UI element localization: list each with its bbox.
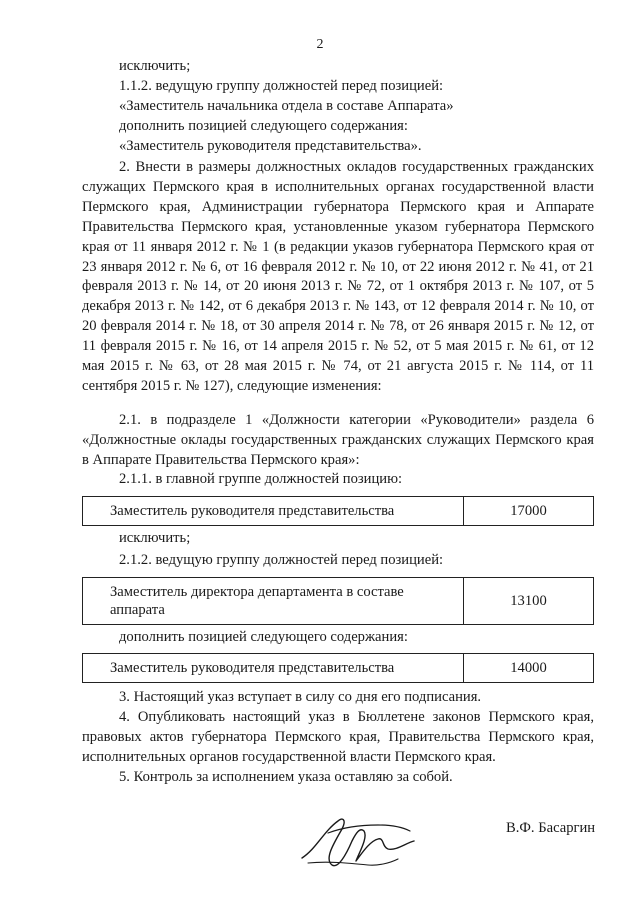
text-line: 1.1.2. ведущую группу должностей перед позицией: <box>119 77 444 94</box>
salary-cell: 17000 <box>464 497 594 526</box>
table-row <box>83 578 594 625</box>
exclude-line: исключить; <box>119 530 191 546</box>
line-2-1-2: 2.1.2. ведущую группу должностей перед позицией: <box>119 552 444 568</box>
salary-cell: 13100 <box>464 578 594 625</box>
text-line: «Заместитель начальника отдела в составе Аппарата» <box>119 97 454 114</box>
table-row <box>83 654 594 683</box>
position-cell: Заместитель директора департамента в составе аппарата <box>83 578 464 625</box>
line-2-1-1: 2.1.1. в главной группе должностей позицию: <box>119 471 403 487</box>
paragraph-5: 5. Контроль за исполнением указа оставляю за собой. <box>119 768 453 785</box>
signer-name: В.Ф. Басаргин <box>506 820 596 836</box>
top-amendment-lines <box>82 57 594 157</box>
salary-table-1 <box>82 496 594 526</box>
page-number: 2 <box>316 37 324 52</box>
text-line: исключить; <box>119 58 191 74</box>
signature-image <box>298 803 418 873</box>
text-line: «Заместитель руководителя представительства». <box>119 137 422 154</box>
text-line: дополнить позицией следующего содержания: <box>119 117 408 134</box>
salary-cell: 14000 <box>464 654 594 683</box>
final-paragraphs <box>82 688 594 788</box>
paragraph-4: 4. Опубликовать настоящий указ в Бюллетене законов Пермского края, правовых актов губернатора Пермского края, Правительства Пермского края, исполнительных органов государственной власти Пермского края. <box>82 708 594 765</box>
paragraph-2: 2. Внести в размеры должностных окладов государственных гражданских служащих Пермского края в исполнительных органах государственной власти Пермского края, Администрации губернатора Пермского края и Аппарате Правительства Пермского края, установленные указом губернатора Пермского края от 11 января 2012 г. № 1 (в редакции указов губернатора Пермского края от 23 января 2012 г. № 6, от 16 февраля 2012 г. № 10, от 22 июня 2012 г. № 41, от 21 февраля 2013 г. № 14, от 20 июня 2013 г. № 72, от 1 октября 2013 г. № 107, от 5 декабря 2013 г. № 142, от 6 декабря 2013 г. № 143, от 12 февраля 2014 г. № 10, от 20 февраля 2014 г. № 18, от 30 апреля 2014 г. № 78, от 26 января 2015 г. № 12, от 11 февраля 2015 г. № 16, от 14 апреля 2015 г. № 52, от 5 мая 2015 г. № 61, от 12 мая 2015 г. № 63, от 28 мая 2015 г. № 74, от 21 августа 2015 г. № 114, от 11 сентября 2015 г. № 127), следующие изменения: <box>82 159 594 394</box>
paragraph-3: 3. Настоящий указ вступает в силу со дня его подписания. <box>119 689 482 705</box>
salary-table-2 <box>82 577 594 625</box>
position-cell: Заместитель руководителя представительства <box>83 497 464 526</box>
position-cell: Заместитель руководителя представительства <box>83 654 464 683</box>
supplement-line: дополнить позицией следующего содержания: <box>119 629 408 645</box>
paragraph-2-1: 2.1. в подразделе 1 «Должности категории «Руководители» раздела 6 «Должностные оклады государственных гражданских служащих Пермского края в Аппарате Правительства Пермского края»: <box>82 412 594 468</box>
salary-table-3 <box>82 653 594 683</box>
table-row <box>83 497 594 526</box>
